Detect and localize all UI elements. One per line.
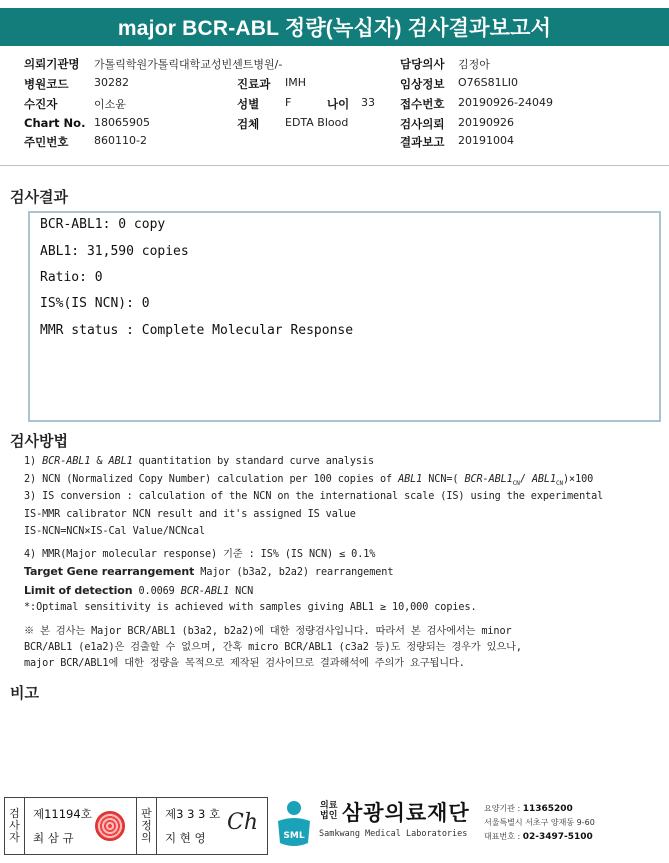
method-line-2: 2) NCN (Normalized Copy Number) calculation per 100 copies of ABL1 NCN=( BCR-$ABL1_{CN}/$ $ABL1_{CN})\times 100$: [24, 474, 594, 488]
report-date-value: 20191004: [458, 134, 514, 147]
org-prefix: 의료 법인: [320, 801, 338, 821]
age-value: 33: [361, 96, 375, 109]
sex-value: F: [285, 96, 292, 109]
patient-info-grid: 의뢰기관명 가톨릭학원가톨릭대학교성빈센트병원/- 담당의사 김정아 병원코드 30282 진료과 IMH 임상정보 O76S81LI0 수진자 이소윤 성별 F 나이 33 접수번호 20190926-24049 Chart No. 18065905 검체 EDTA Blood 검사의뢰 20190926 주민번호 860110-2 결과보고 20191004: [0, 46, 669, 166]
examiner-license-no: 제11194호: [33, 807, 92, 821]
id-value: 860110-2: [94, 134, 147, 147]
request-value: 20190926: [458, 116, 514, 129]
reviewer-license-no: 제3 3 3 호: [165, 807, 221, 821]
reviewer-label: 판 정 의: [137, 798, 157, 854]
lod-line: Limit of detection 0.0069 BCR-ABL1 NCN: [24, 584, 254, 597]
clinical-value: O76S81LI0: [458, 76, 519, 89]
doctor-value: 김정아: [458, 58, 490, 71]
method-line-3: 3) IS conversion : calculation of the NCN on the international scale (IS) using the experimental: [24, 491, 604, 502]
sml-logo-icon: [272, 799, 316, 849]
remarks-section-title: 비고: [10, 684, 39, 702]
org-name: 삼광의료재단: [342, 801, 470, 825]
method-line-1: 1) BCR-ABL1 & ABL1 quantitation by standard curve analysis: [24, 456, 374, 467]
result-is-percent: IS%(IS NCN): 0: [40, 296, 150, 311]
official-seal-icon: [95, 811, 125, 841]
contact-address: 서울특별시 서초구 양재동 9-60: [484, 818, 595, 827]
note-line-1: ※ 본 검사는 Major BCR/ABL1 (b3a2, b2a2)에 대한 정량검사입니다. 따라서 본 검사에서는 minor: [24, 626, 512, 637]
report-title: major BCR-ABL 정량(녹십자) 검사결과보고서: [0, 8, 669, 46]
specimen-value: EDTA Blood: [285, 116, 349, 129]
hospital-code-value: 30282: [94, 76, 129, 89]
method-section-title: 검사방법: [10, 432, 68, 450]
note-line-3: major BCR/ABL1에 대한 정량을 목적으로 제작된 검사이므로 결과해석에 주의가 요구됩니다.: [24, 658, 465, 669]
method-line-3b: IS-MMR calibrator NCN result and it's assigned IS value: [24, 509, 356, 520]
reviewer-name: 지 현 영: [165, 831, 206, 845]
institution-value: 가톨릭학원가톨릭대학교성빈센트병원/-: [94, 58, 283, 71]
result-mmr-status: MMR status : Complete Molecular Response: [40, 323, 354, 338]
results-box: [28, 211, 661, 422]
examiner-label: 검 사 자: [5, 798, 25, 854]
method-line-3c: IS-NCN=NCN×IS-Cal Value/NCNcal: [24, 526, 206, 537]
optimal-sensitivity-note: *:Optimal sensitivity is achieved with samples giving ABL1 ≥ 10,000 copies.: [24, 602, 477, 613]
method-line-4: 4) MMR(Major molecular response) 기준 : IS% (IS NCN) ≤ 0.1%: [24, 549, 376, 560]
receipt-value: 20190926-24049: [458, 96, 553, 109]
note-line-2: BCR/ABL1 (e1a2)은 검출할 수 없으며, 간혹 micro BCR/ABL1 (c3a2 등)도 정량되는 경우가 있으나,: [24, 642, 522, 653]
signature-icon: Ch: [227, 810, 259, 835]
signature-box: [4, 797, 268, 855]
results-section-title: 검사결과: [10, 188, 68, 206]
contact-phone: 대표번호 : 02-3497-5100: [484, 832, 593, 842]
target-gene-line: Target Gene rearrangement Major (b3a2, b2a2) rearrangement: [24, 565, 394, 578]
result-ratio: Ratio: 0: [40, 270, 103, 285]
examiner-name: 최 삼 규: [33, 831, 74, 845]
patient-value: 이소윤: [94, 98, 126, 111]
contact-code: 요양기관 : 11365200: [484, 804, 573, 814]
svg-text:SML: SML: [283, 831, 305, 841]
org-english-name: Samkwang Medical Laboratories: [319, 829, 468, 839]
dept-value: IMH: [285, 76, 307, 89]
result-bcr-abl1: BCR-ABL1: 0 copy: [40, 217, 166, 232]
chart-value: 18065905: [94, 116, 150, 129]
report-footer: [0, 797, 669, 857]
result-abl1: ABL1: 31,590 copies: [40, 244, 189, 259]
